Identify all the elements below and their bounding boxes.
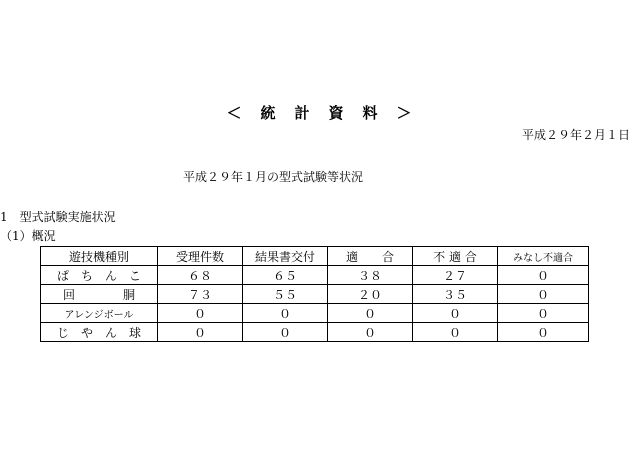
statistics-table (40, 246, 589, 342)
table-row (41, 266, 589, 285)
cell-deemed-nonconforming: ０ (498, 285, 589, 304)
section-heading: 1 型式試験実施状況 (0, 210, 116, 224)
header-nonconforming: 不 適 合 (413, 247, 498, 266)
cell-nonconforming: ３５ (413, 285, 498, 304)
cell-received-count: ６８ (158, 266, 243, 285)
cell-received-count: ７３ (158, 285, 243, 304)
document-date: 平成２９年２月１日 (521, 128, 630, 142)
cell-conforming: ０ (328, 304, 413, 323)
header-conforming: 適 合 (328, 247, 413, 266)
cell-received-count: ０ (158, 304, 243, 323)
header-machine-type: 遊技機種別 (41, 247, 158, 266)
table-row (41, 304, 589, 323)
cell-nonconforming: ２７ (413, 266, 498, 285)
cell-result-issued: ０ (243, 304, 328, 323)
cell-received-count: ０ (158, 323, 243, 342)
cell-result-issued: ５５ (243, 285, 328, 304)
cell-machine-type: じ や ん 球 (41, 323, 158, 342)
cell-machine-type: ぱ ち ん こ (41, 266, 158, 285)
cell-nonconforming: ０ (413, 304, 498, 323)
cell-deemed-nonconforming: ０ (498, 323, 589, 342)
cell-deemed-nonconforming: ０ (498, 304, 589, 323)
cell-result-issued: ０ (243, 323, 328, 342)
document-title: ＜ 統 計 資 料 ＞ (226, 104, 414, 122)
table-header-row (41, 247, 589, 266)
document-subtitle: 平成２９年１月の型式試験等状況 (183, 170, 364, 184)
cell-machine-type: アレンジボール (41, 304, 158, 323)
header-result-issued: 結果書交付 (243, 247, 328, 266)
cell-machine-type: 回 胴 (41, 285, 158, 304)
header-received-count: 受理件数 (158, 247, 243, 266)
cell-conforming: ０ (328, 323, 413, 342)
cell-result-issued: ６５ (243, 266, 328, 285)
cell-conforming: ３８ (328, 266, 413, 285)
cell-nonconforming: ０ (413, 323, 498, 342)
cell-deemed-nonconforming: ０ (498, 266, 589, 285)
cell-conforming: ２０ (328, 285, 413, 304)
sub-heading: （1）概況 (0, 229, 56, 243)
table-row (41, 285, 589, 304)
header-deemed-nonconforming: みなし不適合 (498, 247, 589, 266)
table-row (41, 323, 589, 342)
